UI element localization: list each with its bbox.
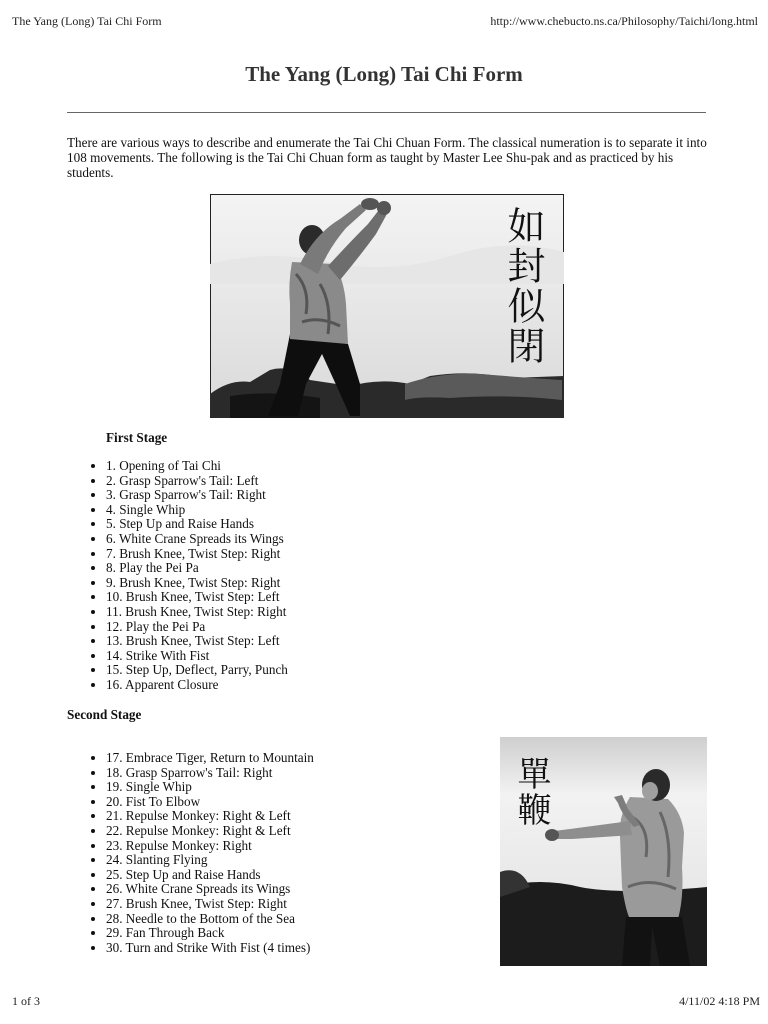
list-item: • 7. Brush Knee, Twist Step: Right <box>106 547 288 562</box>
list-item: • 29. Fan Through Back <box>106 926 314 941</box>
list-item: • 19. Single Whip <box>106 780 314 795</box>
second-stage-list <box>88 751 314 955</box>
second-stage-heading: Second Stage <box>67 707 142 722</box>
list-item: • 8. Play the Pei Pa <box>106 561 288 576</box>
list-item: • 21. Repulse Monkey: Right & Left <box>106 809 314 824</box>
first-stage-list <box>88 459 288 693</box>
print-footer-timestamp: 4/11/02 4:18 PM <box>679 994 760 1008</box>
intro-paragraph: There are various ways to describe and enumerate the Tai Chi Chuan Form. The classical numeration is to separate it into 108 movements. The following is the Tai Chi Chuan form as taught by Master Lee Shu-pak and as practiced by his students. <box>67 135 707 180</box>
list-item: • 5. Step Up and Raise Hands <box>106 517 288 532</box>
list-item: • 20. Fist To Elbow <box>106 795 314 810</box>
list-item: • 16. Apparent Closure <box>106 678 288 693</box>
list-item: • 30. Turn and Strike With Fist (4 times) <box>106 941 314 956</box>
list-item: • 23. Repulse Monkey: Right <box>106 839 314 854</box>
list-item: • 22. Repulse Monkey: Right & Left <box>106 824 314 839</box>
list-item: • 2. Grasp Sparrow's Tail: Left <box>106 474 288 489</box>
list-item: • 11. Brush Knee, Twist Step: Right <box>106 605 288 620</box>
list-item: • 9. Brush Knee, Twist Step: Right <box>106 576 288 591</box>
first-stage-heading: First Stage <box>106 430 168 445</box>
list-item: • 1. Opening of Tai Chi <box>106 459 288 474</box>
list-item: • 13. Brush Knee, Twist Step: Left <box>106 634 288 649</box>
list-item: • 10. Brush Knee, Twist Step: Left <box>106 590 288 605</box>
print-header-title: The Yang (Long) Tai Chi Form <box>12 14 162 28</box>
list-item: • 17. Embrace Tiger, Return to Mountain <box>106 751 314 766</box>
list-item: • 14. Strike With Fist <box>106 649 288 664</box>
list-item: • 3. Grasp Sparrow's Tail: Right <box>106 488 288 503</box>
list-item: • 24. Slanting Flying <box>106 853 314 868</box>
page-title: The Yang (Long) Tai Chi Form <box>245 62 523 86</box>
print-header-url[interactable]: http://www.chebucto.ns.ca/Philosophy/Taichi/long.html <box>490 14 758 28</box>
print-footer-page-count: 1 of 3 <box>12 994 40 1008</box>
title-divider <box>67 112 706 113</box>
single-whip-calligraphy: 單鞭 <box>511 756 551 828</box>
list-item: • 12. Play the Pei Pa <box>106 620 288 635</box>
list-item: • 26. White Crane Spreads its Wings <box>106 882 314 897</box>
list-item: • 27. Brush Knee, Twist Step: Right <box>106 897 314 912</box>
apparent-closure-calligraphy: 如封似閉 <box>501 206 545 366</box>
list-item: • 6. White Crane Spreads its Wings <box>106 532 288 547</box>
list-item: • 4. Single Whip <box>106 503 288 518</box>
list-item: • 15. Step Up, Deflect, Parry, Punch <box>106 663 288 678</box>
list-item: • 18. Grasp Sparrow's Tail: Right <box>106 766 314 781</box>
list-item: • 28. Needle to the Bottom of the Sea <box>106 912 314 927</box>
list-item: • 25. Step Up and Raise Hands <box>106 868 314 883</box>
